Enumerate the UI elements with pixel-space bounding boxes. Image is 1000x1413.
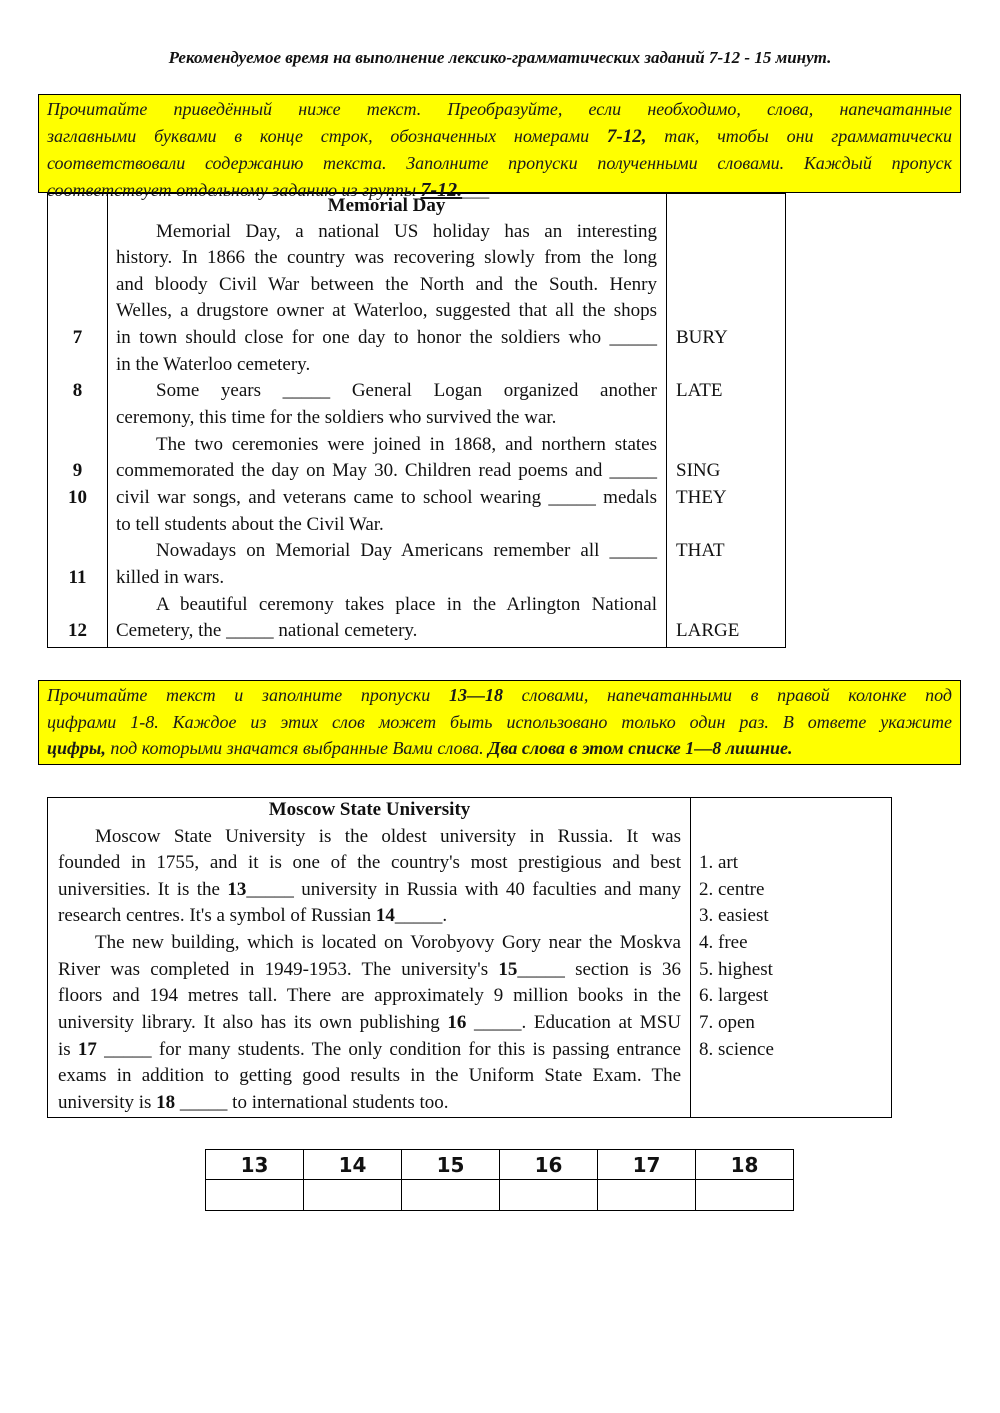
memorial-line: history. In 1866 the country was recovering slowly from the long [116,247,657,268]
msu-line: exams in addition to getting good results in the Uniform State Exam. The [58,1065,681,1086]
instruction-2-line-2: цифрами 1-8. Каждое из этих слов может быть использовано только один раз. В ответе укажите [47,711,952,732]
answer-cell[interactable] [402,1180,500,1211]
instruction-1-line-3: соответствовали содержанию текста. Заполните пропуски полученными словами. Каждый пропуск [47,153,952,173]
msu-table [47,797,892,1118]
answer-cell[interactable] [500,1180,598,1211]
option-item: 5. highest [699,959,773,980]
option-item: 7. open [699,1012,755,1033]
memorial-title: Memorial Day [327,195,446,216]
answer-cell[interactable] [304,1180,402,1211]
base-word: LATE [676,380,723,401]
instruction-box-2 [38,680,961,765]
instruction-1-line-2: заглавными буквами в конце строк, обозначенных номерами 7-12, так, чтобы они грамматически [47,125,953,147]
memorial-line: civil war songs, and veterans came to school wearing _____ medals [116,487,657,508]
msu-line: floors and 194 metres tall. There are approximately 9 million books in the [58,985,681,1006]
answer-header: 18 [696,1150,794,1180]
memorial-line: in the Waterloo cemetery. [116,354,311,375]
memorial-line: A beautiful ceremony takes place in the Arlington National [156,594,657,615]
msu-line: Moscow State University is the oldest university in Russia. It was [95,826,681,847]
answer-cell[interactable] [206,1180,304,1211]
task-number: 11 [68,567,87,588]
answer-header: 15 [402,1150,500,1180]
option-item: 6. largest [699,985,769,1006]
option-item: 1. art [699,852,739,873]
msu-line: River was completed in 1949-1953. The university's 15_____ section is 36 [58,959,682,980]
msu-line: university is 18 _____ to international students too. [58,1092,449,1113]
answer-header: 17 [598,1150,696,1180]
task-number: 10 [68,487,87,508]
msu-line: The new building, which is located on Vorobyovy Gory near the Moskva [95,932,681,953]
instruction-2-line-3: цифры, под которыми значатся выбранные Вами слова. Два слова в этом списке 1—8 лишние. [47,738,793,758]
instruction-2-line-1: Прочитайте текст и заполните пропуски 13—18 словами, напечатанными в правой колонке под [47,685,953,705]
msu-line: founded in 1755, and it is one of the country's most prestigious and best [58,852,681,873]
memorial-line: commemorated the day on May 30. Children read poems and _____ [116,460,657,481]
option-item: 4. free [699,932,748,953]
base-word: LARGE [676,620,740,641]
answer-cell[interactable] [696,1180,794,1211]
answer-grid [205,1149,794,1211]
msu-line: university library. It also has its own publishing 16 _____. Education at MSU [58,1012,681,1033]
memorial-line: in town should close for one day to honor the soldiers who _____ [116,327,657,348]
time-recommendation: Рекомендуемое время на выполнение лексико-грамматических заданий 7-12 - 15 минут. [168,48,832,67]
msu-line: universities. It is the 13_____ university in Russia with 40 faculties and many [58,879,681,900]
instruction-1-line-4: соответствует отдельному заданию из группы 7-12.___ [47,178,490,201]
memorial-line: and bloody Civil War between the North and the South. Henry [116,274,657,295]
memorial-line: Nowadays on Memorial Day Americans remember all _____ [156,540,657,561]
memorial-line: The two ceremonies were joined in 1868, and northern states [156,434,657,455]
instruction-1-line-1: Прочитайте приведённый ниже текст. Преобразуйте, если необходимо, слова, напечатанные [47,99,952,119]
memorial-line: to tell students about the Civil War. [116,514,384,535]
option-item: 3. easiest [699,905,769,926]
task-number: 9 [72,460,83,481]
base-word: SING [676,460,721,481]
answer-header: 16 [500,1150,598,1180]
memorial-day-table [47,193,786,648]
memorial-line: Welles, a drugstore owner at Waterloo, suggested that all the shops [116,300,657,321]
memorial-line: Memorial Day, a national US holiday has an interesting [156,221,657,242]
task-number: 8 [72,380,83,401]
task-number: 12 [68,620,87,641]
memorial-line: Cemetery, the _____ national cemetery. [116,620,418,641]
answer-cell[interactable] [598,1180,696,1211]
memorial-line: ceremony, this time for the soldiers who survived the war. [116,407,557,428]
option-item: 2. centre [699,879,765,900]
task-number: 7 [72,327,83,348]
base-word: THAT [676,540,725,561]
memorial-line: Some years _____ General Logan organized another [156,380,657,401]
answer-header: 14 [304,1150,402,1180]
option-item: 8. science [699,1039,774,1060]
msu-line: is 17 _____ for many students. The only condition for this is passing entrance [58,1039,681,1060]
base-word: THEY [676,487,727,508]
msu-title: Moscow State University [268,799,471,820]
answer-header: 13 [206,1150,304,1180]
memorial-line: killed in wars. [116,567,225,588]
base-word: BURY [676,327,728,348]
instruction-box-1 [38,94,961,201]
msu-line: research centres. It's a symbol of Russian 14_____. [58,905,448,926]
